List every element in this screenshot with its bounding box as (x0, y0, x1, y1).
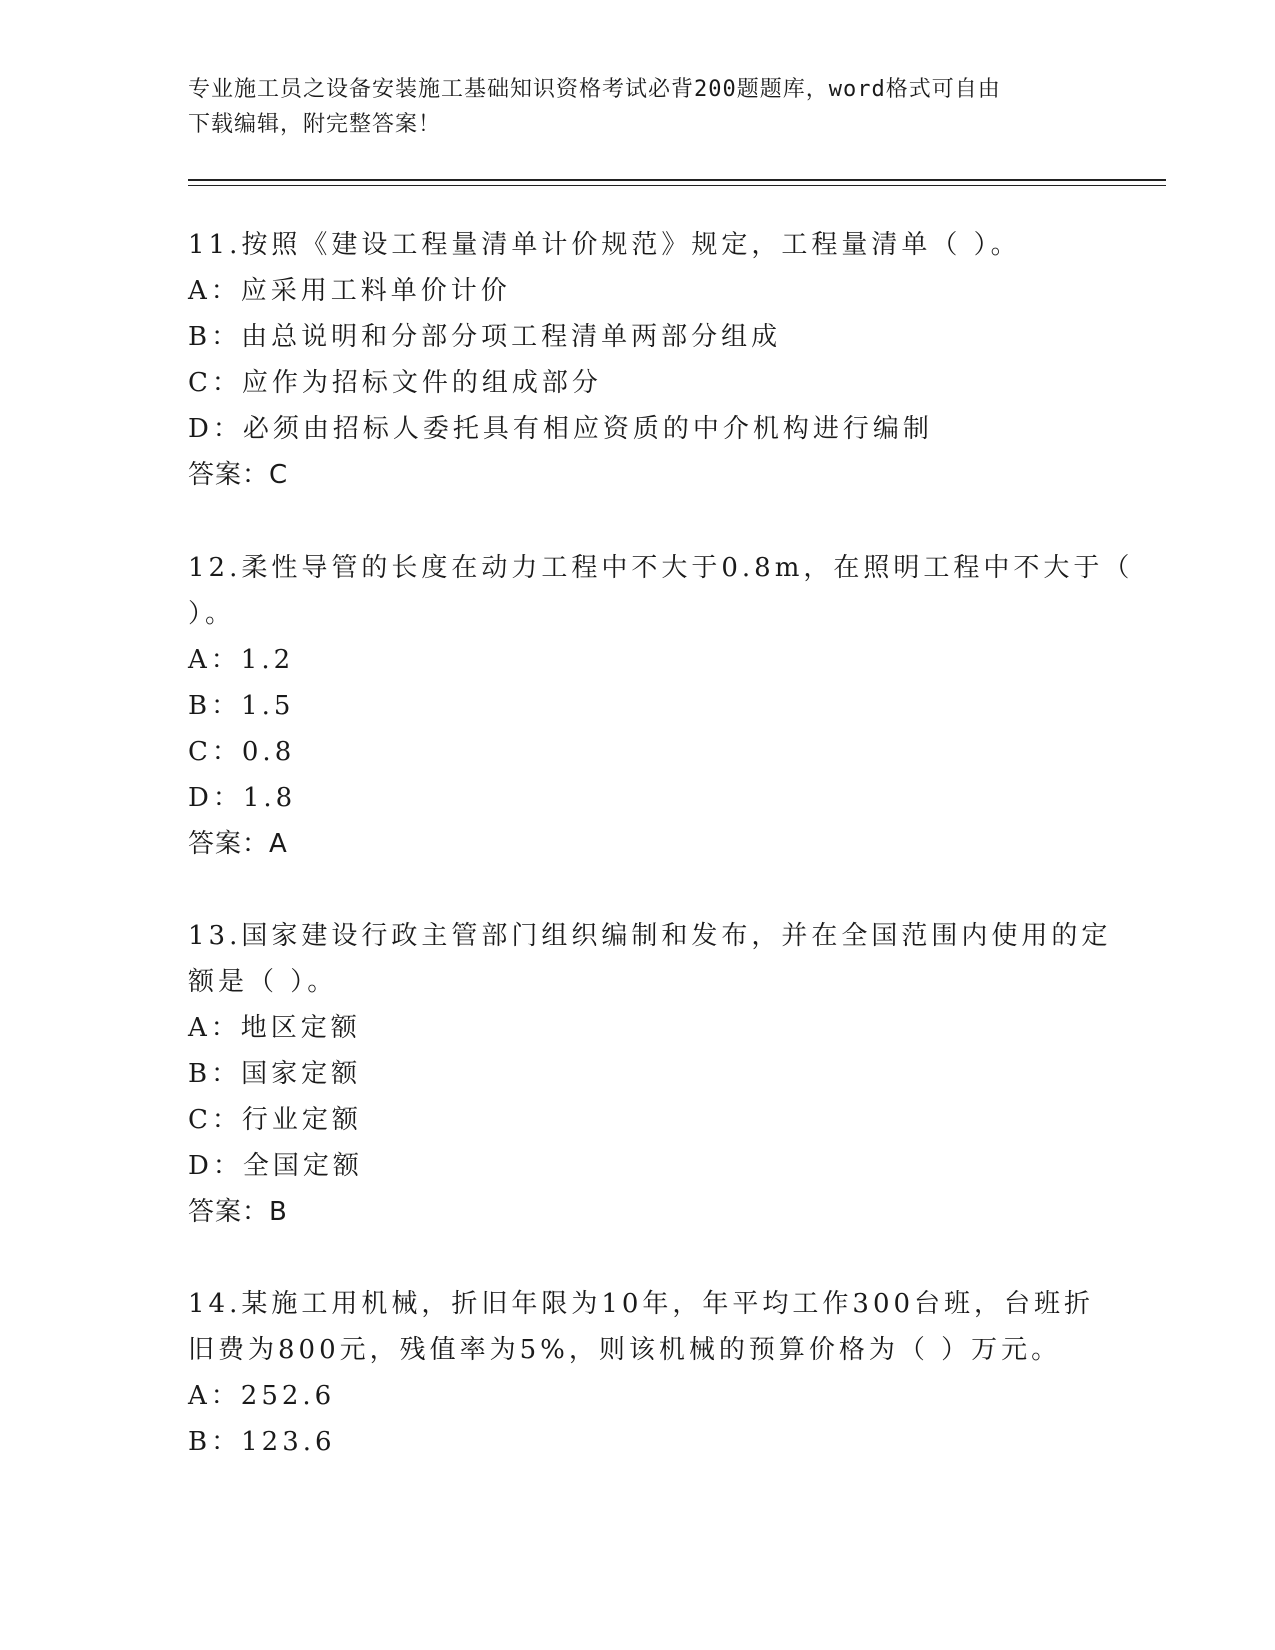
answer: 答案：B (188, 1197, 288, 1227)
question-11 (188, 222, 1088, 498)
question-stem-line-2: 额是（ ）。 (188, 967, 338, 997)
option-b: B：1.5 (188, 691, 295, 721)
option-d: D：必须由招标人委托具有相应资质的中介机构进行编制 (188, 414, 933, 444)
option-c: C：0.8 (188, 737, 296, 767)
answer: 答案：A (188, 829, 288, 859)
question-14 (188, 1281, 1095, 1465)
document-header (188, 72, 1088, 142)
question-stem: 11.按照《建设工程量清单计价规范》规定，工程量清单（ ）。 (188, 230, 1021, 260)
option-b: B：由总说明和分部分项工程清单两部分组成 (188, 322, 782, 352)
answer: 答案：C (188, 460, 289, 490)
question-stem-line-1: 14.某施工用机械，折旧年限为10年，年平均工作300台班，台班折 (188, 1289, 1095, 1319)
option-c: C：应作为招标文件的组成部分 (188, 368, 602, 398)
question-stem-line-1: 12.柔性导管的长度在动力工程中不大于0.8m，在照明工程中不大于（ (188, 553, 1134, 583)
option-b: B：国家定额 (188, 1059, 362, 1089)
option-a: A：应采用工料单价计价 (188, 276, 511, 306)
question-stem-line-2: ）。 (188, 599, 236, 629)
header-line-1: 专业施工员之设备安装施工基础知识资格考试必背200题题库，word格式可自由 (188, 77, 1001, 102)
option-d: D：1.8 (188, 783, 297, 813)
option-a: A：252.6 (188, 1381, 336, 1411)
question-stem-line-2: 旧费为800元，残值率为5%，则该机械的预算价格为（ ）万元。 (188, 1335, 1062, 1365)
option-b: B：123.6 (188, 1427, 336, 1457)
header-divider-thick (188, 179, 1166, 181)
option-c: C：行业定额 (188, 1105, 362, 1135)
question-12 (188, 545, 1134, 867)
header-line-2: 下载编辑，附完整答案！ (188, 112, 442, 137)
option-d: D：全国定额 (188, 1151, 363, 1181)
option-a: A：1.2 (188, 645, 295, 675)
header-divider-thin (188, 185, 1166, 186)
question-13 (188, 913, 1112, 1235)
option-a: A：地区定额 (188, 1013, 361, 1043)
question-stem-line-1: 13.国家建设行政主管部门组织编制和发布，并在全国范围内使用的定 (188, 921, 1112, 951)
